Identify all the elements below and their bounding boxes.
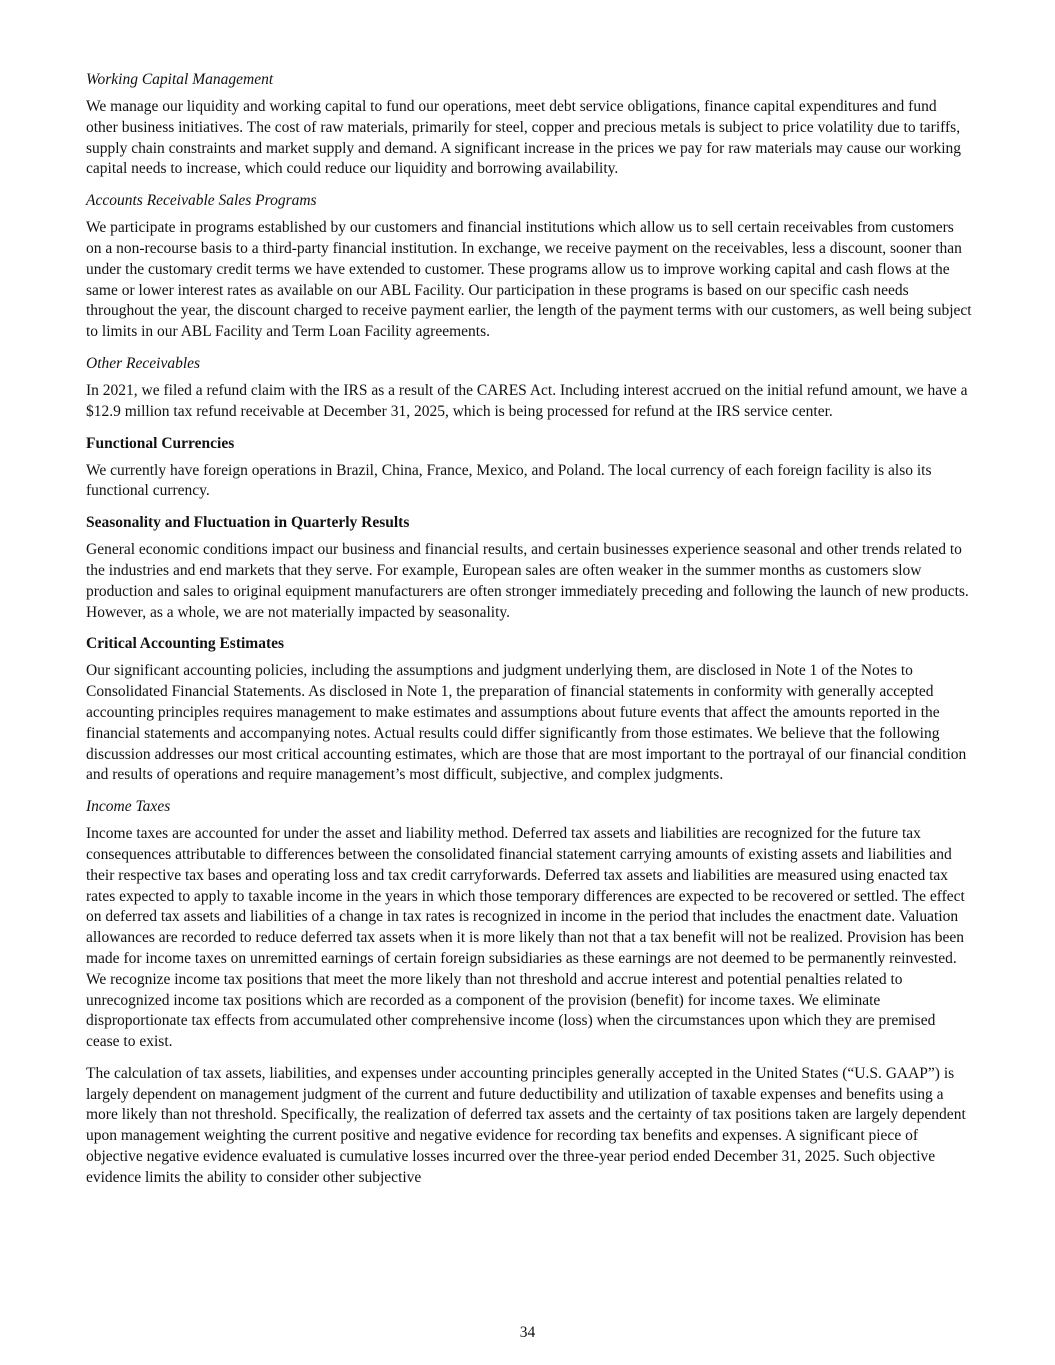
other-receivables-heading: Other Receivables [86,354,201,372]
functional-currencies-paragraph: We currently have foreign operations in Brazil, China, France, Mexico, and Poland. The local currency of each foreign facility is also its functional currency. [86,461,932,500]
seasonality-heading: Seasonality and Fluctuation in Quarterly Results [86,514,410,532]
seasonality-paragraph: General economic conditions impact our business and financial results, and certain businesses experience seasonal and other trends related to the industries and end markets that they serve. For example, European sales are often weaker in the summer months as customers slow production and sales to original equipment manufacturers are often stronger immediately preceding and following the launch of new products. However, as a whole, we are not materially impacted by seasonality. [86,541,969,621]
other-receivables-paragraph: In 2021, we filed a refund claim with the IRS as a result of the CARES Act. Including interest accrued on the initial refund amount, we have a $12.9 million tax refund receivable at December 31, 2025, which is being processed for refund at the IRS service center. [86,381,968,420]
working-capital-heading: Working Capital Management [86,71,274,88]
functional-currencies-heading: Functional Currencies [86,434,235,452]
critical-estimates-paragraph: Our significant accounting policies, including the assumptions and judgment underlying them, are disclosed in Note 1 of the Notes to Consolidated Financial Statements. As disclosed in Note 1, the preparation of financial statements in conformity with generally accepted accounting principles requires management to make estimates and assumptions about future events that affect the amounts reported in the financial statements and accompanying notes. Actual results could differ significantly from those estimates. We believe that the following discussion addresses our most critical accounting estimates, which are those that are most important to the portrayal of our financial condition and results of operations and require management’s most difficult, subjective, and complex judgments. [86,662,967,784]
ar-sales-heading: Accounts Receivable Sales Programs [86,192,317,210]
income-taxes-heading: Income Taxes [86,798,171,816]
income-taxes-paragraph-2: The calculation of tax assets, liabilities, and expenses under accounting principles generally accepted in the United States (“U.S. GAAP”) is largely dependent on management judgment of the current and future deductibility and utilization of taxable expenses and benefits using a more likely than not threshold. Specifically, the realization of deferred tax assets and the certainty of tax positions taken are largely dependent upon management weighting the current positive and negative evidence for recording tax benefits and expenses. A significant piece of objective negative evidence evaluated is cumulative losses incurred over the three-year period ended December 31, 2025. Such objective evidence limits the ability to consider other subjective [86,1064,966,1186]
working-capital-paragraph: We manage our liquidity and working capital to fund our operations, meet debt service obligations, finance capital expenditures and fund other business initiatives. The cost of raw materials, primarily for steel, copper and precious metals is subject to price volatility due to tariffs, supply chain constraints and market supply and demand. A significant increase in the prices we pay for raw materials may cause our working capital needs to increase, which could reduce our liquidity and borrowing availability. [86,98,962,178]
ar-sales-paragraph: We participate in programs established by our customers and financial institutions which allow us to sell certain receivables from customers on a non-recourse basis to a third-party financial institution. In exchange, we receive payment on the receivables, less a discount, sooner than under the customary credit terms we have extended to customer. These programs allow us to improve working capital and cash flows at the same or lower interest rates as available on our ABL Facility. Our participation in these programs is based on our specific cash needs throughout the year, the discount charged to receive payment earlier, the length of the payment terms with our customers, as well being subject to limits in our ABL Facility and Term Loan Facility agreements. [86,219,972,341]
income-taxes-paragraph-1: Income taxes are accounted for under the asset and liability method. Deferred tax assets and liabilities are recognized for the future tax consequences attributable to differences between the consolidated financial statement carrying amounts of existing assets and liabilities and their respective tax bases and operating loss and tax credit carryforwards. Deferred tax assets and liabilities are measured using enacted tax rates expected to apply to taxable income in the years in which those temporary differences are expected to be recovered or settled. The effect on deferred tax assets and liabilities of a change in tax rates is recognized in income in the period that includes the enactment date. Valuation allowances are recorded to reduce deferred tax assets when it is more likely than not that a tax benefit will not be realized. Provision has been made for income taxes on unremitted earnings of certain foreign subsidiaries as these earnings are not deemed to be permanently reinvested. We recognize income tax positions that meet the more likely than not threshold and accrue interest and potential penalties related to unrecognized income tax positions which are recorded as a component of the provision (benefit) for income taxes. We eliminate disproportionate tax effects from accumulated other comprehensive income (loss) when the circumstances upon which they are premised cease to exist. [86,825,965,1051]
page-number: 34 [519,1324,536,1341]
critical-estimates-heading: Critical Accounting Estimates [86,635,285,653]
document-page [86,70,972,1198]
